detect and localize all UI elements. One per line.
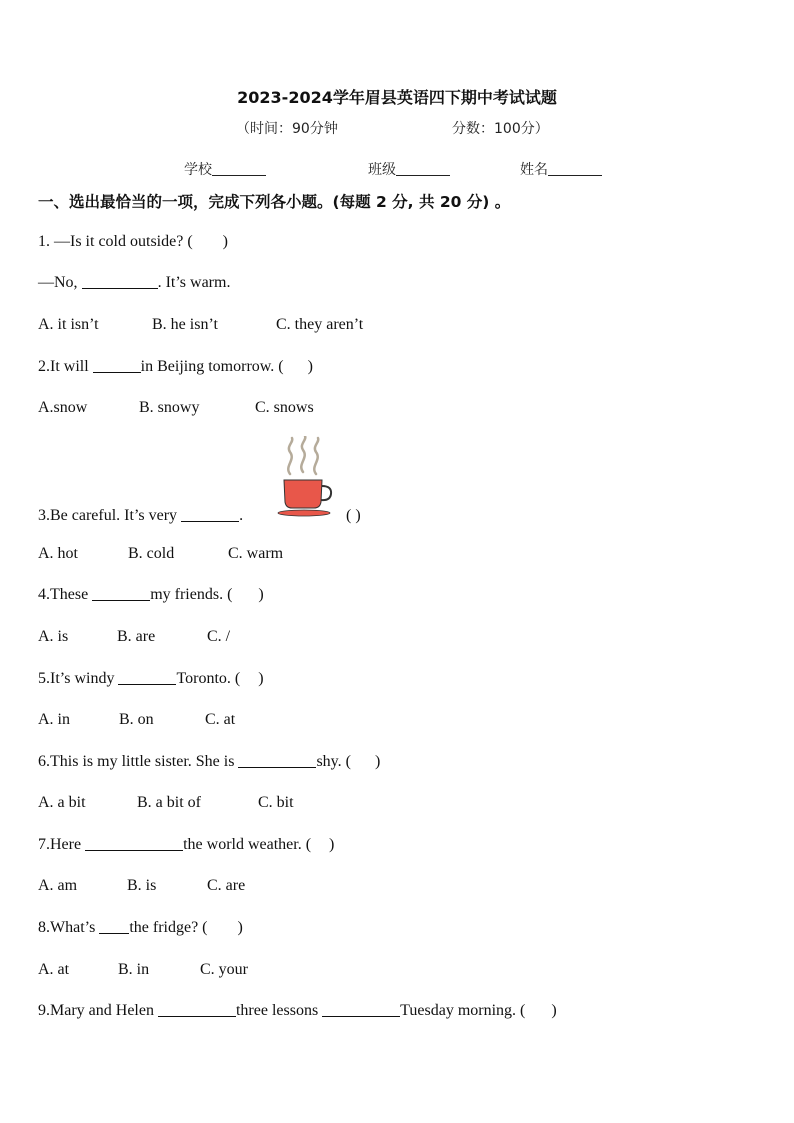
q4-option-a[interactable]: A. is (38, 628, 69, 645)
q4-text-post: my friends. ( (150, 586, 233, 603)
question-6-options (38, 794, 294, 812)
q2-option-a[interactable]: A.snow (38, 399, 88, 416)
q3-text-post: . (239, 507, 244, 524)
question-2-options (38, 399, 314, 417)
q4-paren-end: ) (258, 586, 264, 603)
question-8-options (38, 961, 248, 979)
school-blank[interactable] (212, 161, 266, 176)
q2-blank[interactable] (93, 358, 141, 373)
school-field (184, 159, 266, 179)
question-8-stem (38, 919, 243, 937)
question-3-options (38, 545, 283, 563)
q8-option-a[interactable]: A. at (38, 961, 70, 978)
question-1-stem (38, 233, 228, 251)
q7-blank[interactable] (85, 836, 183, 851)
q4-blank[interactable] (92, 586, 150, 601)
q1-option-c[interactable]: C. they aren’t (276, 316, 364, 333)
q7-option-b[interactable]: B. is (127, 877, 157, 894)
q2-text-post: in Beijing tomorrow. ( (140, 358, 284, 375)
q3-text-pre: 3.Be careful. It’s very (38, 507, 178, 524)
q7-text-post: the world weather. ( (183, 836, 312, 853)
q6-text-post: shy. ( (316, 753, 351, 770)
class-blank[interactable] (396, 161, 450, 176)
question-5-stem (38, 670, 264, 688)
q8-text-post: the fridge? ( (129, 919, 208, 936)
name-blank[interactable] (548, 161, 602, 176)
school-label: 学校 (184, 162, 212, 178)
q8-text-pre: 8.What’s (38, 919, 96, 936)
q4-option-c[interactable]: C. / (207, 628, 231, 645)
name-field (520, 159, 602, 179)
q8-paren-end: ) (237, 919, 243, 936)
q9-text-post: Tuesday morning. ( (400, 1002, 526, 1019)
name-label: 姓名 (520, 162, 548, 178)
question-1-options (38, 316, 363, 334)
q1-reply-pre: —No, (38, 274, 78, 291)
question-4-stem (38, 586, 264, 604)
question-6-stem (38, 753, 380, 771)
q9-text-pre: 9.Mary and Helen (38, 1002, 154, 1019)
q5-option-a[interactable]: A. in (38, 711, 70, 728)
class-label: 班级 (368, 162, 396, 178)
time-info: （时间：90分钟 (236, 121, 338, 137)
page-title: 2023-2024学年眉县英语四下期中考试试题 (237, 88, 557, 107)
question-2-stem (38, 358, 313, 376)
hot-coffee-cup-icon (276, 436, 336, 520)
q8-option-c[interactable]: C. your (200, 961, 248, 978)
q9-blank-1[interactable] (158, 1002, 236, 1017)
q2-option-b[interactable]: B. snowy (139, 399, 200, 416)
q1-text: 1. —Is it cold outside? ( (38, 233, 193, 250)
q6-blank[interactable] (238, 753, 316, 768)
q2-text-pre: 2.It will (38, 358, 89, 375)
q6-option-a[interactable]: A. a bit (38, 794, 86, 811)
q7-text-pre: 7.Here (38, 836, 82, 853)
q9-paren-end: ) (551, 1002, 557, 1019)
q9-blank-2[interactable] (322, 1002, 400, 1017)
q8-option-b[interactable]: B. in (118, 961, 150, 978)
score-info: 分数：100分） (452, 121, 549, 137)
q7-option-a[interactable]: A. am (38, 877, 78, 894)
question-7-options (38, 877, 245, 895)
section-1-title: 一、选出最恰当的一项，完成下列各小题。(每题 2 分, 共 20 分) 。 (38, 193, 511, 211)
q1-paren-end: ) (222, 233, 228, 250)
q3-answer-paren[interactable]: ( ) (346, 507, 361, 524)
q6-option-b[interactable]: B. a bit of (137, 794, 201, 811)
class-field (368, 159, 450, 179)
q8-blank[interactable] (99, 919, 129, 934)
q5-paren-end: ) (258, 670, 264, 687)
q3-blank[interactable] (181, 507, 239, 522)
q3-option-b[interactable]: B. cold (128, 545, 175, 562)
q1-option-b[interactable]: B. he isn’t (152, 316, 218, 333)
q6-option-c[interactable]: C. bit (258, 794, 294, 811)
q1-option-a[interactable]: A. it isn’t (38, 316, 99, 333)
q1-blank[interactable] (82, 274, 158, 289)
question-1-reply (38, 274, 230, 292)
question-3-stem (38, 507, 243, 525)
q2-option-c[interactable]: C. snows (255, 399, 314, 416)
q5-blank[interactable] (118, 670, 176, 685)
q4-text-pre: 4.These (38, 586, 89, 603)
question-5-options (38, 711, 235, 729)
q6-text-pre: 6.This is my little sister. She is (38, 753, 235, 770)
q5-option-b[interactable]: B. on (119, 711, 154, 728)
q5-text-pre: 5.It’s windy (38, 670, 115, 687)
q7-option-c[interactable]: C. are (207, 877, 246, 894)
question-7-stem (38, 836, 334, 854)
q7-paren-end: ) (329, 836, 335, 853)
q1-reply-post: . It’s warm. (157, 274, 231, 291)
q4-option-b[interactable]: B. are (117, 628, 156, 645)
q5-text-post: Toronto. ( (176, 670, 241, 687)
q6-paren-end: ) (374, 753, 381, 770)
question-4-options (38, 628, 230, 646)
q2-paren-end: ) (307, 358, 313, 375)
q9-text-mid: three lessons (235, 1002, 319, 1019)
q3-option-c[interactable]: C. warm (228, 545, 284, 562)
question-9-stem (38, 1002, 557, 1020)
q5-option-c[interactable]: C. at (205, 711, 236, 728)
q3-option-a[interactable]: A. hot (38, 545, 78, 562)
